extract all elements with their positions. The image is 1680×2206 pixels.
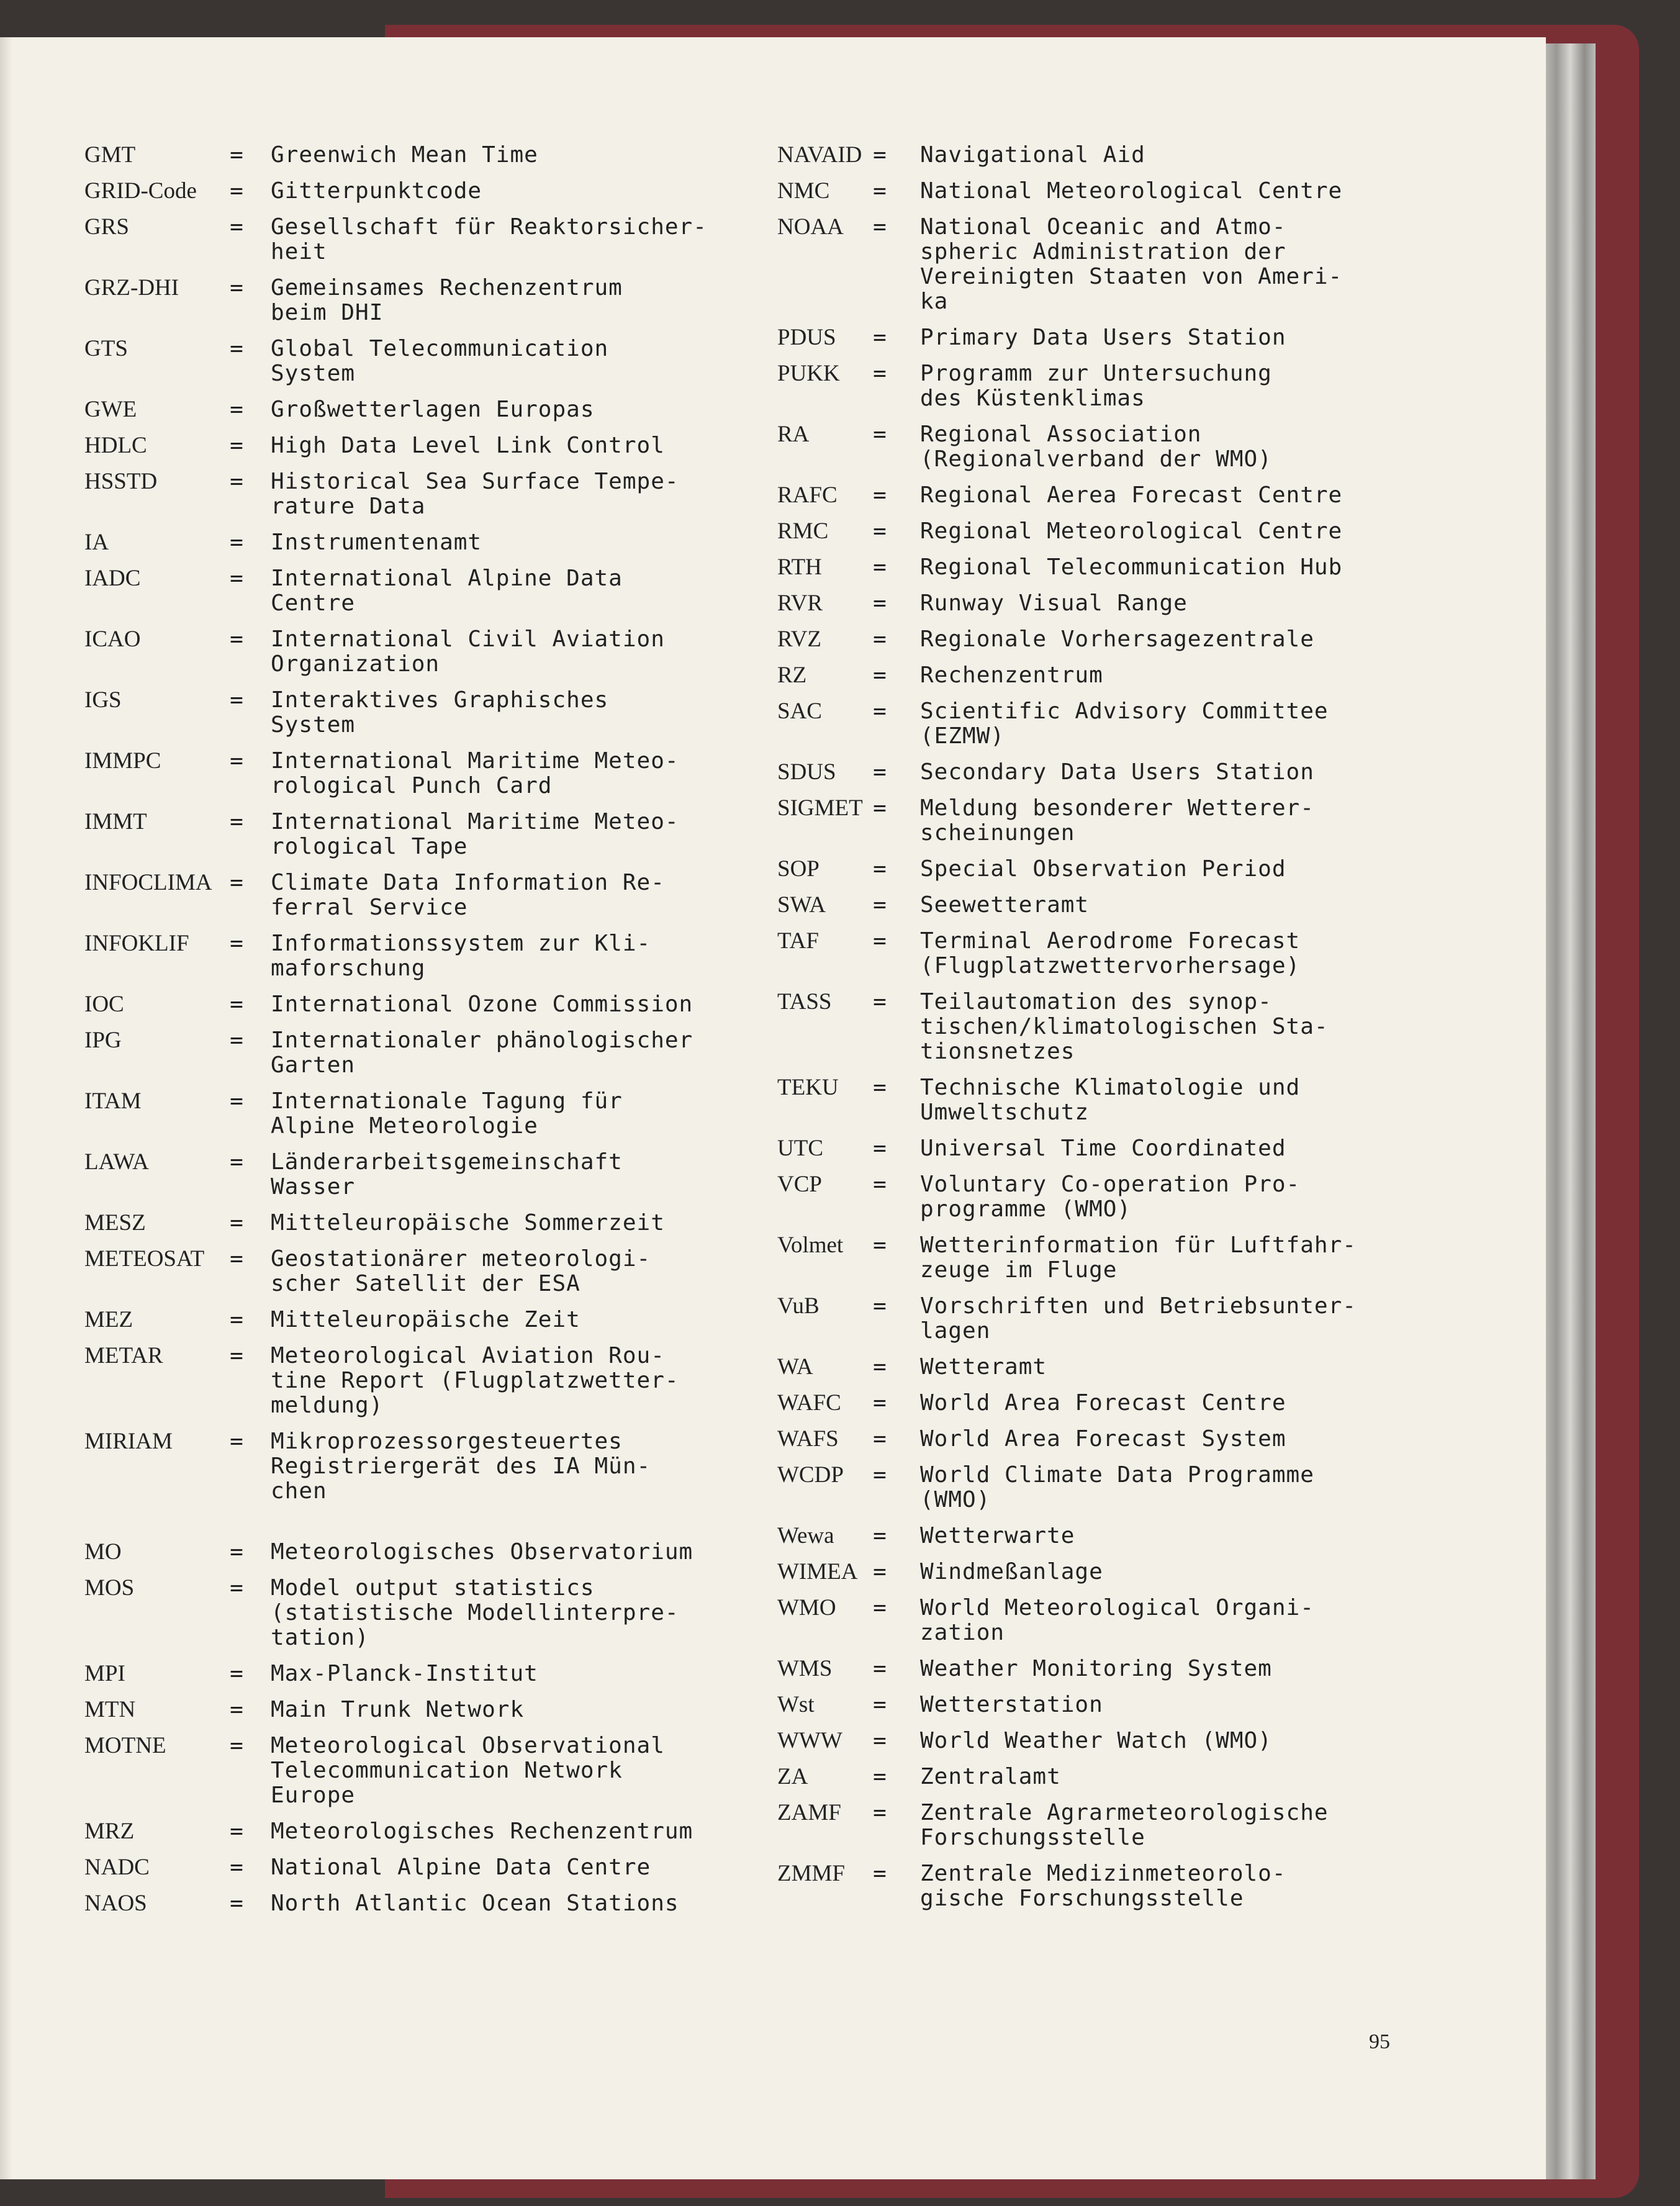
entry-abbreviation: RTH <box>777 554 822 580</box>
entry-abbreviation: INFOKLIF <box>84 931 189 956</box>
glossary-entry <box>777 796 1466 846</box>
entry-equals-sign: = <box>230 1855 243 1880</box>
entry-abbreviation: Wst <box>777 1692 815 1717</box>
glossary-entry <box>84 870 774 920</box>
right-glossary-column <box>777 143 1466 1922</box>
entry-definition: Gemeinsames Rechenzentrum beim DHI <box>271 275 623 325</box>
entry-definition: Secondary Data Users Station <box>920 759 1314 785</box>
entry-equals-sign: = <box>230 1429 243 1454</box>
glossary-entry <box>84 810 774 859</box>
entry-abbreviation: UTC <box>777 1136 823 1161</box>
glossary-entry <box>84 1429 774 1504</box>
entry-equals-sign: = <box>873 1293 887 1319</box>
entry-definition: Regional Telecommunication Hub <box>920 554 1343 580</box>
entry-abbreviation: MEZ <box>84 1307 133 1332</box>
glossary-entry <box>84 1855 774 1880</box>
entry-abbreviation: RZ <box>777 662 807 688</box>
glossary-entry <box>777 1729 1466 1753</box>
entry-equals-sign: = <box>230 687 243 713</box>
entry-equals-sign: = <box>230 1661 243 1686</box>
glossary-entry <box>84 337 774 386</box>
glossary-entry <box>777 179 1466 204</box>
glossary-entry <box>84 1089 774 1139</box>
entry-definition: Runway Visual Range <box>920 590 1188 616</box>
entry-definition: Zentralamt <box>920 1764 1061 1789</box>
entry-equals-sign: = <box>230 1149 243 1175</box>
glossary-entry <box>84 433 774 458</box>
entry-abbreviation: NMC <box>777 178 830 204</box>
entry-abbreviation: VuB <box>777 1293 820 1319</box>
entry-abbreviation: ZAMF <box>777 1800 841 1825</box>
entry-definition: Technische Klimatologie und Umweltschutz <box>920 1075 1301 1125</box>
entry-abbreviation: TASS <box>777 989 832 1015</box>
entry-definition: Mitteleuropäische Zeit <box>271 1307 580 1332</box>
glossary-entry <box>84 688 774 738</box>
entry-equals-sign: = <box>873 989 887 1015</box>
entry-abbreviation: WA <box>777 1354 813 1380</box>
glossary-entry <box>84 143 774 168</box>
entry-abbreviation: ZMMF <box>777 1861 845 1886</box>
entry-equals-sign: = <box>873 1764 887 1789</box>
glossary-entry <box>777 760 1466 785</box>
entry-equals-sign: = <box>230 1539 243 1565</box>
entry-abbreviation: SAC <box>777 698 822 724</box>
entry-definition: Vorschriften und Betriebsunter- lagen <box>920 1293 1357 1344</box>
entry-abbreviation: MRZ <box>84 1819 135 1844</box>
glossary-entry <box>84 992 774 1017</box>
entry-definition: Mitteleuropäische Sommerzeit <box>271 1210 665 1236</box>
entry-abbreviation: LAWA <box>84 1149 149 1175</box>
entry-definition: Regional Association (Regionalverband der WMO) <box>920 422 1272 472</box>
glossary-entry <box>84 1576 774 1650</box>
entry-equals-sign: = <box>230 1210 243 1236</box>
entry-definition: Regional Aerea Forecast Centre <box>920 482 1343 508</box>
entry-abbreviation: RVZ <box>777 626 822 652</box>
entry-definition: Regional Meteorological Centre <box>920 518 1343 544</box>
entry-equals-sign: = <box>873 1559 887 1584</box>
entry-abbreviation: WMO <box>777 1595 836 1621</box>
entry-definition: Meteorologisches Observatorium <box>271 1539 693 1565</box>
entry-abbreviation: GWE <box>84 397 137 422</box>
entry-equals-sign: = <box>230 1891 243 1916</box>
entry-equals-sign: = <box>873 1354 887 1380</box>
entry-abbreviation: NAOS <box>84 1891 147 1916</box>
entry-abbreviation: Volmet <box>777 1232 844 1258</box>
glossary-entry <box>84 469 774 519</box>
entry-definition: Max-Planck-Institut <box>271 1661 538 1686</box>
entry-equals-sign: = <box>873 1523 887 1548</box>
entry-definition: International Maritime Meteo- rological Tape <box>271 809 679 859</box>
entry-equals-sign: = <box>873 1800 887 1825</box>
entry-abbreviation: RVR <box>777 590 823 616</box>
entry-abbreviation: MO <box>84 1539 122 1565</box>
entry-definition: Historical Sea Surface Tempe- rature Data <box>271 469 679 519</box>
entry-equals-sign: = <box>230 530 243 555</box>
entry-definition: Main Trunk Network <box>271 1697 525 1722</box>
glossary-entry <box>777 929 1466 979</box>
entry-definition: Programm zur Untersuchung des Küstenklimas <box>920 361 1272 411</box>
entry-definition: Scientific Advisory Committee (EZMW) <box>920 698 1329 749</box>
entry-definition: Regionale Vorhersagezentrale <box>920 626 1314 652</box>
entry-equals-sign: = <box>873 759 887 785</box>
entry-equals-sign: = <box>873 1595 887 1621</box>
entry-equals-sign: = <box>873 1390 887 1416</box>
glossary-entry <box>777 1427 1466 1452</box>
entry-definition: Special Observation Period <box>920 856 1286 882</box>
entry-definition: Internationaler phänologischer Garten <box>271 1028 693 1078</box>
entry-abbreviation: WWW <box>777 1728 842 1753</box>
glossary-entry <box>777 1861 1466 1911</box>
page-edges <box>1540 43 1596 2179</box>
entry-abbreviation: MPI <box>84 1661 125 1686</box>
entry-definition: Global Telecommunication System <box>271 336 609 386</box>
entry-abbreviation: IOC <box>84 992 124 1017</box>
entry-definition: High Data Level Link Control <box>271 433 665 458</box>
entry-equals-sign: = <box>873 1232 887 1258</box>
entry-abbreviation: TAF <box>777 928 819 954</box>
entry-equals-sign: = <box>230 1246 243 1272</box>
entry-definition: Geostationärer meteorologi- scher Satellit der ESA <box>271 1246 651 1296</box>
entry-equals-sign: = <box>230 626 243 652</box>
glossary-entry <box>777 555 1466 580</box>
entry-equals-sign: = <box>230 469 243 494</box>
glossary-entry <box>777 1693 1466 1717</box>
entry-definition: Meteorological Aviation Rou- tine Report (Flugplatzwetter- meldung) <box>271 1343 679 1418</box>
glossary-entry <box>777 1355 1466 1380</box>
entry-abbreviation: IMMPC <box>84 748 161 774</box>
entry-equals-sign: = <box>230 1819 243 1844</box>
entry-abbreviation: ICAO <box>84 626 141 652</box>
entry-abbreviation: Wewa <box>777 1523 834 1548</box>
entry-equals-sign: = <box>230 1697 243 1722</box>
entry-abbreviation: HSSTD <box>84 469 158 494</box>
entry-definition: Meteorological Observational Telecommunication Network Europe <box>271 1733 665 1808</box>
entry-equals-sign: = <box>873 856 887 882</box>
entry-equals-sign: = <box>873 142 887 168</box>
glossary-entry <box>84 1540 774 1565</box>
entry-abbreviation: RAFC <box>777 482 838 508</box>
glossary-entry <box>777 1657 1466 1681</box>
entry-definition: Windmeßanlage <box>920 1559 1103 1584</box>
page-gutter <box>0 37 12 2179</box>
entry-equals-sign: = <box>873 1861 887 1886</box>
glossary-entry <box>84 627 774 677</box>
entry-abbreviation: GMT <box>84 142 136 168</box>
entry-abbreviation: SIGMET <box>777 795 863 821</box>
entry-equals-sign: = <box>873 1728 887 1753</box>
entry-equals-sign: = <box>873 626 887 652</box>
entry-definition: Universal Time Coordinated <box>920 1136 1286 1161</box>
glossary-entry <box>84 179 774 204</box>
entry-definition: Terminal Aerodrome Forecast (Flugplatzwettervorhersage) <box>920 928 1301 979</box>
entry-abbreviation: WCDP <box>777 1462 844 1488</box>
entry-abbreviation: SOP <box>777 856 820 882</box>
entry-abbreviation: IADC <box>84 566 141 591</box>
entry-abbreviation: WAFS <box>777 1426 839 1452</box>
glossary-entry <box>84 1211 774 1236</box>
entry-definition: Wetterinformation für Luftfahr- zeuge im Fluge <box>920 1232 1357 1283</box>
entry-definition: Meteorologisches Rechenzentrum <box>271 1819 693 1844</box>
entry-equals-sign: = <box>873 698 887 724</box>
entry-equals-sign: = <box>230 992 243 1017</box>
entry-abbreviation: IMMT <box>84 809 147 834</box>
entry-equals-sign: = <box>873 554 887 580</box>
entry-definition: National Alpine Data Centre <box>271 1855 651 1880</box>
entry-abbreviation: METAR <box>84 1343 163 1368</box>
entry-abbreviation: INFOCLIMA <box>84 870 212 895</box>
entry-definition: Zentrale Agrarmeteorologische Forschungsstelle <box>920 1800 1329 1850</box>
entry-definition: International Civil Aviation Organization <box>271 626 665 677</box>
entry-abbreviation: MIRIAM <box>84 1429 173 1454</box>
entry-definition: World Weather Watch (WMO) <box>920 1728 1272 1753</box>
glossary-entry <box>84 1819 774 1844</box>
glossary-entry <box>777 143 1466 168</box>
entry-equals-sign: = <box>230 1028 243 1053</box>
entry-equals-sign: = <box>873 482 887 508</box>
entry-abbreviation: PUKK <box>777 361 840 386</box>
entry-equals-sign: = <box>873 1656 887 1681</box>
entry-abbreviation: IGS <box>84 687 122 713</box>
entry-definition: Climate Data Information Re- ferral Service <box>271 870 665 920</box>
entry-equals-sign: = <box>873 928 887 954</box>
entry-abbreviation: WAFC <box>777 1390 841 1416</box>
entry-definition: Informationssystem zur Kli- maforschung <box>271 931 651 981</box>
entry-equals-sign: = <box>873 1136 887 1161</box>
page-number: 95 <box>1369 2030 1390 2053</box>
entry-equals-sign: = <box>873 361 887 386</box>
glossary-entry <box>777 1801 1466 1850</box>
entry-definition: North Atlantic Ocean Stations <box>271 1891 679 1916</box>
entry-definition: World Meteorological Organi- zation <box>920 1595 1314 1645</box>
entry-equals-sign: = <box>230 178 243 204</box>
glossary-entry <box>777 483 1466 508</box>
entry-definition: Wetteramt <box>920 1354 1047 1380</box>
entry-abbreviation: TEKU <box>777 1075 839 1100</box>
entry-abbreviation: RA <box>777 422 810 447</box>
entry-definition: Seewetteramt <box>920 892 1090 918</box>
entry-definition: Mikroprozessorgesteuertes Registriergerät des IA Mün- chen <box>271 1429 651 1504</box>
entry-abbreviation: NAVAID <box>777 142 862 168</box>
glossary-entry <box>777 325 1466 350</box>
entry-definition: International Ozone Commission <box>271 992 693 1017</box>
glossary-entry <box>777 519 1466 544</box>
section-gap <box>84 1515 774 1540</box>
glossary-entry <box>777 1765 1466 1789</box>
glossary-entry <box>84 215 774 264</box>
entry-abbreviation: WMS <box>777 1656 833 1681</box>
entry-definition: World Climate Data Programme (WMO) <box>920 1462 1314 1512</box>
entry-abbreviation: MOTNE <box>84 1733 166 1758</box>
entry-abbreviation: IPG <box>84 1028 122 1053</box>
entry-equals-sign: = <box>230 809 243 834</box>
glossary-entry <box>777 1233 1466 1283</box>
entry-equals-sign: = <box>230 748 243 774</box>
glossary-entry <box>777 1463 1466 1512</box>
glossary-entry <box>84 397 774 422</box>
glossary-entry <box>84 1247 774 1296</box>
entry-abbreviation: NADC <box>84 1855 150 1880</box>
glossary-entry <box>777 699 1466 749</box>
glossary-entry <box>777 663 1466 688</box>
entry-definition: Model output statistics (statistische Modellinterpre- tation) <box>271 1575 679 1650</box>
entry-equals-sign: = <box>230 931 243 956</box>
entry-definition: Länderarbeitsgemeinschaft Wasser <box>271 1149 623 1200</box>
entry-equals-sign: = <box>230 1088 243 1114</box>
entry-abbreviation: SDUS <box>777 759 836 785</box>
glossary-entry <box>777 422 1466 472</box>
glossary-entry <box>84 1028 774 1078</box>
entry-abbreviation: NOAA <box>777 214 844 240</box>
entry-definition: National Oceanic and Atmo- spheric Administration der Vereinigten Staaten von Ameri- ka <box>920 214 1343 314</box>
glossary-entry <box>84 931 774 981</box>
glossary-entry <box>777 1524 1466 1548</box>
entry-abbreviation: MESZ <box>84 1210 146 1236</box>
entry-definition: World Area Forecast System <box>920 1426 1286 1452</box>
entry-abbreviation: WIMEA <box>777 1559 858 1584</box>
entry-abbreviation: HDLC <box>84 433 147 458</box>
glossary-entry <box>777 1596 1466 1645</box>
entry-equals-sign: = <box>873 662 887 688</box>
entry-equals-sign: = <box>230 397 243 422</box>
entry-definition: Wetterwarte <box>920 1523 1075 1548</box>
glossary-entry <box>777 1075 1466 1125</box>
glossary-entry <box>777 591 1466 616</box>
entry-equals-sign: = <box>873 1462 887 1488</box>
entry-equals-sign: = <box>230 566 243 591</box>
entry-abbreviation: RMC <box>777 518 829 544</box>
entry-abbreviation: PDUS <box>777 325 836 350</box>
entry-abbreviation: IA <box>84 530 109 555</box>
glossary-entry <box>84 1344 774 1418</box>
glossary-entry <box>777 1172 1466 1222</box>
glossary-entry <box>777 857 1466 882</box>
glossary-entry <box>84 530 774 555</box>
entry-definition: Gesellschaft für Reaktorsicher- heit <box>271 214 707 264</box>
entry-equals-sign: = <box>873 325 887 350</box>
entry-equals-sign: = <box>873 214 887 240</box>
entry-definition: Primary Data Users Station <box>920 325 1286 350</box>
entry-abbreviation: VCP <box>777 1172 822 1197</box>
entry-equals-sign: = <box>230 1343 243 1368</box>
entry-equals-sign: = <box>230 870 243 895</box>
entry-definition: Teilautomation des synop- tischen/klimatologischen Sta- tionsnetzes <box>920 989 1329 1064</box>
entry-abbreviation: SWA <box>777 892 826 918</box>
entry-definition: Weather Monitoring System <box>920 1656 1272 1681</box>
glossary-entry <box>84 1150 774 1200</box>
entry-abbreviation: GRS <box>84 214 129 240</box>
entry-equals-sign: = <box>873 795 887 821</box>
entry-abbreviation: ITAM <box>84 1088 142 1114</box>
entry-definition: Gitterpunktcode <box>271 178 482 204</box>
glossary-entry <box>777 1391 1466 1416</box>
entry-definition: International Alpine Data Centre <box>271 566 623 616</box>
glossary-entry <box>84 1697 774 1722</box>
entry-definition: Meldung besonderer Wetterer- scheinungen <box>920 795 1314 846</box>
entry-abbreviation: GTS <box>84 336 128 361</box>
glossary-entry <box>777 627 1466 652</box>
entry-equals-sign: = <box>873 1172 887 1197</box>
glossary-entry <box>777 361 1466 411</box>
entry-equals-sign: = <box>873 1075 887 1100</box>
entry-definition: Zentrale Medizinmeteorolo- gische Forschungsstelle <box>920 1861 1286 1911</box>
entry-definition: Internationale Tagung für Alpine Meteorologie <box>271 1088 623 1139</box>
glossary-entry <box>84 1661 774 1686</box>
entry-equals-sign: = <box>873 1692 887 1717</box>
entry-equals-sign: = <box>873 178 887 204</box>
entry-equals-sign: = <box>230 336 243 361</box>
glossary-entry <box>777 1294 1466 1344</box>
entry-abbreviation: MTN <box>84 1697 136 1722</box>
entry-definition: International Maritime Meteo- rological Punch Card <box>271 748 679 798</box>
left-glossary-column <box>84 143 774 1927</box>
glossary-entry <box>84 1734 774 1808</box>
entry-definition: World Area Forecast Centre <box>920 1390 1286 1416</box>
glossary-entry <box>777 1560 1466 1584</box>
entry-definition: Instrumentenamt <box>271 530 482 555</box>
entry-equals-sign: = <box>230 1575 243 1601</box>
entry-equals-sign: = <box>873 422 887 447</box>
entry-abbreviation: GRZ-DHI <box>84 275 179 301</box>
entry-definition: Rechenzentrum <box>920 662 1103 688</box>
entry-equals-sign: = <box>873 518 887 544</box>
entry-definition: Navigational Aid <box>920 142 1145 168</box>
entry-abbreviation: GRID-Code <box>84 178 197 204</box>
glossary-entry <box>84 749 774 798</box>
glossary-entry <box>84 1891 774 1916</box>
entry-definition: Großwetterlagen Europas <box>271 397 595 422</box>
entry-equals-sign: = <box>230 1307 243 1332</box>
entry-abbreviation: METEOSAT <box>84 1246 205 1272</box>
glossary-entry <box>84 1308 774 1332</box>
entry-equals-sign: = <box>230 142 243 168</box>
entry-equals-sign: = <box>230 1733 243 1758</box>
glossary-entry <box>777 215 1466 314</box>
entry-definition: Wetterstation <box>920 1692 1103 1717</box>
entry-equals-sign: = <box>230 433 243 458</box>
entry-definition: National Meteorological Centre <box>920 178 1343 204</box>
glossary-entry <box>777 893 1466 918</box>
entry-equals-sign: = <box>230 214 243 240</box>
entry-equals-sign: = <box>873 1426 887 1452</box>
glossary-entry <box>84 276 774 325</box>
entry-definition: Greenwich Mean Time <box>271 142 538 168</box>
entry-abbreviation: MOS <box>84 1575 135 1601</box>
entry-abbreviation: ZA <box>777 1764 808 1789</box>
glossary-entry <box>84 566 774 616</box>
glossary-entry <box>777 990 1466 1064</box>
book-page <box>0 37 1546 2179</box>
entry-equals-sign: = <box>230 275 243 301</box>
entry-definition: Voluntary Co-operation Pro- programme (WMO) <box>920 1172 1301 1222</box>
entry-equals-sign: = <box>873 892 887 918</box>
entry-equals-sign: = <box>873 590 887 616</box>
entry-definition: Interaktives Graphisches System <box>271 687 609 738</box>
glossary-entry <box>777 1136 1466 1161</box>
